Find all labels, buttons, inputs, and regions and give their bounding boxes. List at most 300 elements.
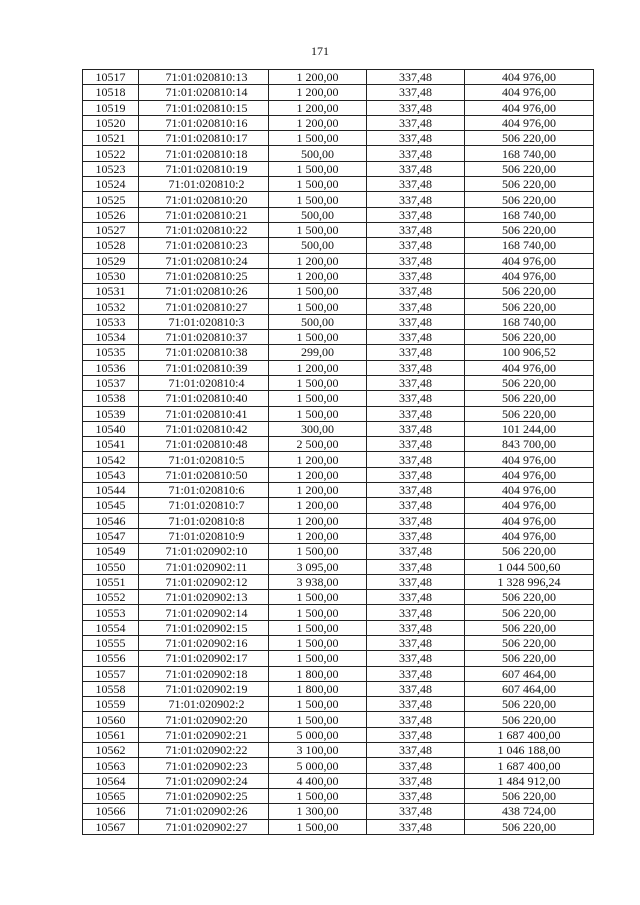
cadastral-value-cell: 101 244,00	[465, 421, 594, 436]
cadastral-number-cell: 71:01:020902:13	[139, 590, 269, 605]
specific-value-cell: 337,48	[367, 238, 465, 253]
area-cell: 1 500,00	[269, 131, 367, 146]
cadastral-value-cell: 506 220,00	[465, 406, 594, 421]
cadastral-number-cell: 71:01:020810:37	[139, 330, 269, 345]
row-number-cell: 10538	[83, 391, 139, 406]
area-cell: 1 500,00	[269, 788, 367, 803]
table-row	[83, 559, 594, 574]
table-row	[83, 528, 594, 543]
cadastral-number-cell: 71:01:020810:4	[139, 375, 269, 390]
specific-value-cell: 337,48	[367, 406, 465, 421]
cadastral-value-cell: 404 976,00	[465, 360, 594, 375]
area-cell: 1 500,00	[269, 284, 367, 299]
specific-value-cell: 337,48	[367, 314, 465, 329]
table-row	[83, 804, 594, 819]
cadastral-value-cell: 506 220,00	[465, 131, 594, 146]
area-cell: 1 200,00	[269, 452, 367, 467]
cadastral-number-cell: 71:01:020810:14	[139, 85, 269, 100]
table-row	[83, 330, 594, 345]
table-row	[83, 177, 594, 192]
table-row	[83, 161, 594, 176]
row-number-cell: 10553	[83, 605, 139, 620]
area-cell: 299,00	[269, 345, 367, 360]
area-cell: 5 000,00	[269, 727, 367, 742]
table-row	[83, 70, 594, 85]
area-cell: 1 200,00	[269, 253, 367, 268]
specific-value-cell: 337,48	[367, 421, 465, 436]
cadastral-number-cell: 71:01:020902:17	[139, 651, 269, 666]
cadastral-number-cell: 71:01:020902:25	[139, 788, 269, 803]
area-cell: 500,00	[269, 207, 367, 222]
specific-value-cell: 337,48	[367, 299, 465, 314]
table-row	[83, 513, 594, 528]
row-number-cell: 10544	[83, 483, 139, 498]
area-cell: 1 200,00	[269, 498, 367, 513]
cadastral-value-cell: 506 220,00	[465, 177, 594, 192]
cadastral-number-cell: 71:01:020810:13	[139, 70, 269, 85]
row-number-cell: 10519	[83, 100, 139, 115]
cadastral-value-cell: 168 740,00	[465, 207, 594, 222]
area-cell: 1 200,00	[269, 360, 367, 375]
row-number-cell: 10539	[83, 406, 139, 421]
table-row	[83, 605, 594, 620]
area-cell: 1 500,00	[269, 697, 367, 712]
table-row	[83, 406, 594, 421]
specific-value-cell: 337,48	[367, 391, 465, 406]
area-cell: 1 500,00	[269, 222, 367, 237]
cadastral-number-cell: 71:01:020902:14	[139, 605, 269, 620]
cadastral-value-cell: 168 740,00	[465, 238, 594, 253]
table-row	[83, 620, 594, 635]
cadastral-number-cell: 71:01:020810:6	[139, 483, 269, 498]
cadastral-number-cell: 71:01:020810:18	[139, 146, 269, 161]
cadastral-number-cell: 71:01:020810:42	[139, 421, 269, 436]
cadastral-number-cell: 71:01:020810:3	[139, 314, 269, 329]
area-cell: 3 938,00	[269, 574, 367, 589]
cadastral-number-cell: 71:01:020902:11	[139, 559, 269, 574]
specific-value-cell: 337,48	[367, 345, 465, 360]
row-number-cell: 10526	[83, 207, 139, 222]
specific-value-cell: 337,48	[367, 192, 465, 207]
area-cell: 500,00	[269, 238, 367, 253]
table-row	[83, 498, 594, 513]
cadastral-value-cell: 168 740,00	[465, 314, 594, 329]
cadastral-value-cell: 1 484 912,00	[465, 773, 594, 788]
specific-value-cell: 337,48	[367, 330, 465, 345]
row-number-cell: 10542	[83, 452, 139, 467]
table-row	[83, 651, 594, 666]
cadastral-number-cell: 71:01:020810:38	[139, 345, 269, 360]
area-cell: 1 200,00	[269, 528, 367, 543]
table-row	[83, 146, 594, 161]
table-body	[83, 70, 594, 835]
area-cell: 500,00	[269, 146, 367, 161]
cadastral-value-cell: 404 976,00	[465, 498, 594, 513]
specific-value-cell: 337,48	[367, 559, 465, 574]
specific-value-cell: 337,48	[367, 788, 465, 803]
cadastral-number-cell: 71:01:020810:20	[139, 192, 269, 207]
specific-value-cell: 337,48	[367, 131, 465, 146]
specific-value-cell: 337,48	[367, 635, 465, 650]
cadastral-number-cell: 71:01:020902:21	[139, 727, 269, 742]
table-row	[83, 773, 594, 788]
row-number-cell: 10564	[83, 773, 139, 788]
table-row	[83, 452, 594, 467]
table-row	[83, 131, 594, 146]
cadastral-value-cell: 506 220,00	[465, 651, 594, 666]
cadastral-number-cell: 71:01:020902:16	[139, 635, 269, 650]
table-row	[83, 253, 594, 268]
cadastral-number-cell: 71:01:020810:23	[139, 238, 269, 253]
row-number-cell: 10560	[83, 712, 139, 727]
row-number-cell: 10532	[83, 299, 139, 314]
cadastral-number-cell: 71:01:020810:17	[139, 131, 269, 146]
cadastral-number-cell: 71:01:020810:41	[139, 406, 269, 421]
cadastral-value-cell: 607 464,00	[465, 666, 594, 681]
row-number-cell: 10521	[83, 131, 139, 146]
cadastral-number-cell: 71:01:020902:22	[139, 743, 269, 758]
specific-value-cell: 337,48	[367, 207, 465, 222]
cadastral-value-cell: 506 220,00	[465, 299, 594, 314]
specific-value-cell: 337,48	[367, 727, 465, 742]
specific-value-cell: 337,48	[367, 467, 465, 482]
cadastral-number-cell: 71:01:020810:26	[139, 284, 269, 299]
cadastral-value-cell: 404 976,00	[465, 85, 594, 100]
cadastral-number-cell: 71:01:020810:7	[139, 498, 269, 513]
cadastral-value-cell: 404 976,00	[465, 268, 594, 283]
row-number-cell: 10531	[83, 284, 139, 299]
specific-value-cell: 337,48	[367, 268, 465, 283]
area-cell: 1 200,00	[269, 115, 367, 130]
area-cell: 1 500,00	[269, 299, 367, 314]
row-number-cell: 10556	[83, 651, 139, 666]
row-number-cell: 10551	[83, 574, 139, 589]
row-number-cell: 10533	[83, 314, 139, 329]
table-row	[83, 544, 594, 559]
row-number-cell: 10557	[83, 666, 139, 681]
table-row	[83, 483, 594, 498]
row-number-cell: 10522	[83, 146, 139, 161]
table-row	[83, 192, 594, 207]
row-number-cell: 10549	[83, 544, 139, 559]
specific-value-cell: 337,48	[367, 544, 465, 559]
specific-value-cell: 337,48	[367, 681, 465, 696]
specific-value-cell: 337,48	[367, 590, 465, 605]
area-cell: 1 200,00	[269, 70, 367, 85]
table-row	[83, 666, 594, 681]
table-row	[83, 421, 594, 436]
cadastral-number-cell: 71:01:020902:20	[139, 712, 269, 727]
row-number-cell: 10563	[83, 758, 139, 773]
area-cell: 1 500,00	[269, 605, 367, 620]
area-cell: 1 500,00	[269, 635, 367, 650]
cadastral-value-cell: 404 976,00	[465, 70, 594, 85]
table-row	[83, 819, 594, 834]
cadastral-value-cell: 506 220,00	[465, 391, 594, 406]
row-number-cell: 10518	[83, 85, 139, 100]
cadastral-value-cell: 506 220,00	[465, 330, 594, 345]
specific-value-cell: 337,48	[367, 620, 465, 635]
cadastral-number-cell: 71:01:020810:22	[139, 222, 269, 237]
table-row	[83, 268, 594, 283]
area-cell: 1 500,00	[269, 161, 367, 176]
area-cell: 1 500,00	[269, 177, 367, 192]
row-number-cell: 10536	[83, 360, 139, 375]
cadastral-value-cell: 506 220,00	[465, 161, 594, 176]
table-row	[83, 758, 594, 773]
area-cell: 1 500,00	[269, 544, 367, 559]
specific-value-cell: 337,48	[367, 70, 465, 85]
area-cell: 1 500,00	[269, 375, 367, 390]
specific-value-cell: 337,48	[367, 146, 465, 161]
cadastral-number-cell: 71:01:020902:2	[139, 697, 269, 712]
table-row	[83, 727, 594, 742]
row-number-cell: 10523	[83, 161, 139, 176]
specific-value-cell: 337,48	[367, 574, 465, 589]
cadastral-value-cell: 506 220,00	[465, 192, 594, 207]
table-row	[83, 712, 594, 727]
area-cell: 1 500,00	[269, 391, 367, 406]
cadastral-value-cell: 404 976,00	[465, 115, 594, 130]
cadastral-value-cell: 506 220,00	[465, 375, 594, 390]
specific-value-cell: 337,48	[367, 437, 465, 452]
row-number-cell: 10529	[83, 253, 139, 268]
table-row	[83, 345, 594, 360]
specific-value-cell: 337,48	[367, 284, 465, 299]
row-number-cell: 10566	[83, 804, 139, 819]
cadastral-value-cell: 506 220,00	[465, 819, 594, 834]
specific-value-cell: 337,48	[367, 651, 465, 666]
row-number-cell: 10567	[83, 819, 139, 834]
page-number: 171	[311, 44, 329, 58]
table-row	[83, 375, 594, 390]
cadastral-number-cell: 71:01:020902:23	[139, 758, 269, 773]
row-number-cell: 10540	[83, 421, 139, 436]
area-cell: 1 500,00	[269, 651, 367, 666]
cadastral-value-cell: 404 976,00	[465, 100, 594, 115]
table-row	[83, 222, 594, 237]
cadastral-number-cell: 71:01:020902:12	[139, 574, 269, 589]
row-number-cell: 10546	[83, 513, 139, 528]
area-cell: 300,00	[269, 421, 367, 436]
area-cell: 1 200,00	[269, 85, 367, 100]
cadastral-number-cell: 71:01:020902:18	[139, 666, 269, 681]
cadastral-value-cell: 1 687 400,00	[465, 758, 594, 773]
table-row	[83, 437, 594, 452]
table-row	[83, 590, 594, 605]
area-cell: 5 000,00	[269, 758, 367, 773]
area-cell: 4 400,00	[269, 773, 367, 788]
specific-value-cell: 337,48	[367, 177, 465, 192]
specific-value-cell: 337,48	[367, 375, 465, 390]
table-row	[83, 207, 594, 222]
specific-value-cell: 337,48	[367, 483, 465, 498]
table-row	[83, 360, 594, 375]
cadastral-number-cell: 71:01:020810:2	[139, 177, 269, 192]
area-cell: 1 200,00	[269, 513, 367, 528]
area-cell: 1 500,00	[269, 712, 367, 727]
cadastral-number-cell: 71:01:020810:16	[139, 115, 269, 130]
cadastral-value-cell: 438 724,00	[465, 804, 594, 819]
cadastral-number-cell: 71:01:020810:50	[139, 467, 269, 482]
area-cell: 1 800,00	[269, 666, 367, 681]
row-number-cell: 10550	[83, 559, 139, 574]
specific-value-cell: 337,48	[367, 222, 465, 237]
table-row	[83, 238, 594, 253]
row-number-cell: 10537	[83, 375, 139, 390]
cadastral-number-cell: 71:01:020810:8	[139, 513, 269, 528]
specific-value-cell: 337,48	[367, 253, 465, 268]
area-cell: 1 500,00	[269, 590, 367, 605]
cadastral-number-cell: 71:01:020810:19	[139, 161, 269, 176]
specific-value-cell: 337,48	[367, 161, 465, 176]
row-number-cell: 10559	[83, 697, 139, 712]
cadastral-value-cell: 506 220,00	[465, 712, 594, 727]
area-cell: 1 200,00	[269, 100, 367, 115]
table-row	[83, 788, 594, 803]
cadastral-value-cell: 404 976,00	[465, 467, 594, 482]
cadastral-number-cell: 71:01:020810:9	[139, 528, 269, 543]
cadastral-number-cell: 71:01:020810:21	[139, 207, 269, 222]
cadastral-value-cell: 404 976,00	[465, 528, 594, 543]
specific-value-cell: 337,48	[367, 498, 465, 513]
cadastral-value-cell: 506 220,00	[465, 544, 594, 559]
table-row	[83, 299, 594, 314]
specific-value-cell: 337,48	[367, 819, 465, 834]
specific-value-cell: 337,48	[367, 666, 465, 681]
cadastral-value-cell: 506 220,00	[465, 222, 594, 237]
row-number-cell: 10535	[83, 345, 139, 360]
table-row	[83, 100, 594, 115]
table-row	[83, 85, 594, 100]
area-cell: 1 500,00	[269, 819, 367, 834]
area-cell: 500,00	[269, 314, 367, 329]
row-number-cell: 10547	[83, 528, 139, 543]
row-number-cell: 10554	[83, 620, 139, 635]
area-cell: 1 800,00	[269, 681, 367, 696]
specific-value-cell: 337,48	[367, 452, 465, 467]
specific-value-cell: 337,48	[367, 100, 465, 115]
row-number-cell: 10541	[83, 437, 139, 452]
cadastral-value-cell: 506 220,00	[465, 620, 594, 635]
cadastral-number-cell: 71:01:020810:40	[139, 391, 269, 406]
table-row	[83, 115, 594, 130]
row-number-cell: 10530	[83, 268, 139, 283]
area-cell: 1 300,00	[269, 804, 367, 819]
cadastral-value-cell: 404 976,00	[465, 253, 594, 268]
row-number-cell: 10565	[83, 788, 139, 803]
cadastral-value-cell: 843 700,00	[465, 437, 594, 452]
cadastral-number-cell: 71:01:020902:24	[139, 773, 269, 788]
row-number-cell: 10545	[83, 498, 139, 513]
cadastral-value-table	[82, 69, 594, 835]
cadastral-value-cell: 1 046 188,00	[465, 743, 594, 758]
cadastral-value-cell: 1 044 500,60	[465, 559, 594, 574]
specific-value-cell: 337,48	[367, 605, 465, 620]
cadastral-number-cell: 71:01:020810:25	[139, 268, 269, 283]
row-number-cell: 10528	[83, 238, 139, 253]
row-number-cell: 10562	[83, 743, 139, 758]
specific-value-cell: 337,48	[367, 360, 465, 375]
cadastral-number-cell: 71:01:020810:48	[139, 437, 269, 452]
specific-value-cell: 337,48	[367, 804, 465, 819]
area-cell: 1 500,00	[269, 330, 367, 345]
table-row	[83, 743, 594, 758]
area-cell: 1 500,00	[269, 406, 367, 421]
row-number-cell: 10527	[83, 222, 139, 237]
specific-value-cell: 337,48	[367, 743, 465, 758]
cadastral-value-cell: 506 220,00	[465, 605, 594, 620]
table-row	[83, 284, 594, 299]
area-cell: 3 095,00	[269, 559, 367, 574]
row-number-cell: 10534	[83, 330, 139, 345]
row-number-cell: 10524	[83, 177, 139, 192]
specific-value-cell: 337,48	[367, 115, 465, 130]
row-number-cell: 10552	[83, 590, 139, 605]
row-number-cell: 10543	[83, 467, 139, 482]
cadastral-value-cell: 506 220,00	[465, 697, 594, 712]
cadastral-value-cell: 100 906,52	[465, 345, 594, 360]
area-cell: 1 500,00	[269, 192, 367, 207]
specific-value-cell: 337,48	[367, 758, 465, 773]
specific-value-cell: 337,48	[367, 773, 465, 788]
table-row	[83, 574, 594, 589]
cadastral-value-cell: 506 220,00	[465, 590, 594, 605]
cadastral-number-cell: 71:01:020810:27	[139, 299, 269, 314]
area-cell: 2 500,00	[269, 437, 367, 452]
cadastral-number-cell: 71:01:020902:26	[139, 804, 269, 819]
row-number-cell: 10517	[83, 70, 139, 85]
area-cell: 3 100,00	[269, 743, 367, 758]
specific-value-cell: 337,48	[367, 513, 465, 528]
cadastral-value-cell: 404 976,00	[465, 483, 594, 498]
row-number-cell: 10555	[83, 635, 139, 650]
table-row	[83, 635, 594, 650]
cadastral-number-cell: 71:01:020810:24	[139, 253, 269, 268]
table-row	[83, 391, 594, 406]
row-number-cell: 10558	[83, 681, 139, 696]
cadastral-value-cell: 506 220,00	[465, 788, 594, 803]
row-number-cell: 10525	[83, 192, 139, 207]
cadastral-number-cell: 71:01:020902:27	[139, 819, 269, 834]
specific-value-cell: 337,48	[367, 697, 465, 712]
specific-value-cell: 337,48	[367, 528, 465, 543]
table-row	[83, 314, 594, 329]
cadastral-number-cell: 71:01:020902:15	[139, 620, 269, 635]
table-row	[83, 697, 594, 712]
cadastral-number-cell: 71:01:020810:5	[139, 452, 269, 467]
cadastral-value-cell: 1 328 996,24	[465, 574, 594, 589]
area-cell: 1 200,00	[269, 268, 367, 283]
table-row	[83, 681, 594, 696]
cadastral-number-cell: 71:01:020810:39	[139, 360, 269, 375]
cadastral-value-cell: 1 687 400,00	[465, 727, 594, 742]
cadastral-number-cell: 71:01:020810:15	[139, 100, 269, 115]
cadastral-value-cell: 607 464,00	[465, 681, 594, 696]
table-row	[83, 467, 594, 482]
cadastral-number-cell: 71:01:020902:19	[139, 681, 269, 696]
cadastral-value-cell: 506 220,00	[465, 284, 594, 299]
row-number-cell: 10520	[83, 115, 139, 130]
cadastral-value-cell: 404 976,00	[465, 452, 594, 467]
area-cell: 1 200,00	[269, 483, 367, 498]
cadastral-number-cell: 71:01:020902:10	[139, 544, 269, 559]
area-cell: 1 200,00	[269, 467, 367, 482]
specific-value-cell: 337,48	[367, 85, 465, 100]
cadastral-value-cell: 168 740,00	[465, 146, 594, 161]
area-cell: 1 500,00	[269, 620, 367, 635]
cadastral-value-cell: 404 976,00	[465, 513, 594, 528]
